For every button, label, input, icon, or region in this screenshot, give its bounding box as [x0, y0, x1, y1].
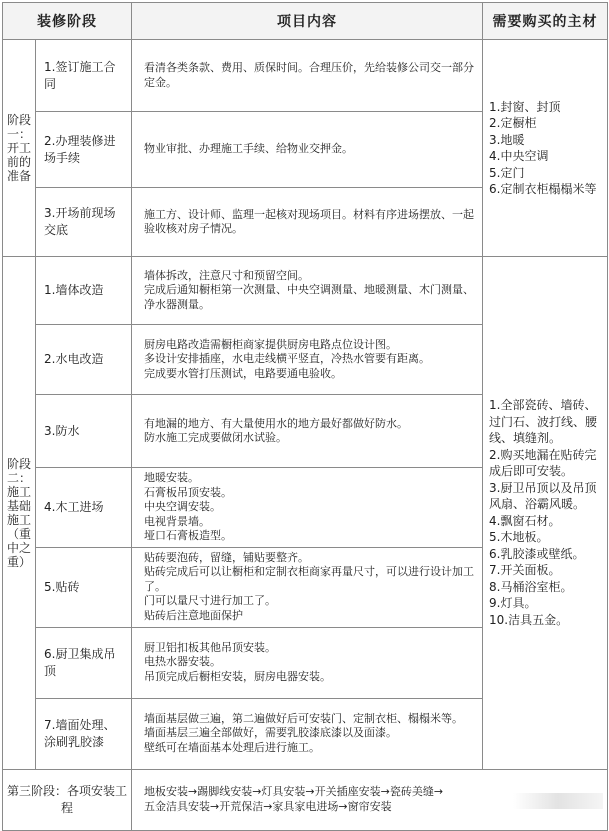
step-name: 2.办理装修进场手续 — [36, 112, 132, 188]
step-name: 3.防水 — [36, 395, 132, 468]
material-item: 6.定制衣柜榻榻米等 — [489, 182, 597, 196]
step-content: 厨卫铝扣板其他吊顶安装。 电热水器安装。 吊顶完成后橱柜安装，厨房电器安装。 — [132, 627, 483, 698]
step-content: 地暖安装。 石膏板吊顶安装。 中央空调安装。 电视背景墙。 垭口石膏板造型。 — [132, 468, 483, 548]
header-content: 项目内容 — [132, 3, 483, 40]
material-item: 7.开关面板。 — [489, 563, 561, 578]
material-item: 4.飘窗石材。 — [489, 513, 561, 528]
step-content: 厨房电路改造需橱柜商家提供厨房电路点位设计图。 多设计安排插座，水电走线横平竖直，冷热水管要有距离。 完成要水管打压测试，电路要通电验收。 — [132, 325, 483, 395]
step-name: 2.水电改造 — [36, 325, 132, 395]
step-content: 贴砖要泡砖，留缝，铺贴要整齐。 贴砖完成后可以让橱柜和定制衣柜商家再量尺寸，可以进行设计加工了。 门可以量尺寸进行加工了。 贴砖后注意地面保护 — [132, 547, 483, 627]
phase3-content: 地板安装→踢脚线安装→灯具安装→开关插座安装→瓷砖美缝→ 五金洁具安装→开荒保洁→家具家电进场→窗帘安装 — [132, 769, 608, 830]
material-item: 8.马桶浴室柜。 — [489, 579, 573, 594]
step-content: 墙体拆改，注意尺寸和预留空间。 完成后通知橱柜第一次测量、中央空调测量、地暖测量、木门测量、净水器测量。 — [132, 257, 483, 325]
header-row — [3, 3, 608, 40]
phase2-materials — [483, 257, 608, 770]
material-item: 6.乳胶漆或壁纸。 — [489, 546, 585, 561]
material-item: 1.封窗、封顶 — [489, 99, 561, 114]
phase1-label: 阶段一：开工前的准备 — [3, 40, 36, 257]
material-item: 1.全部瓷砖、墙砖、过门石、波打线、腰线、填缝剂。 — [489, 398, 598, 446]
step-content: 施工方、设计师、监理一起核对现场项目。材料有序进场摆放、一起验收核对房子情况。 — [132, 188, 483, 257]
material-item: 5.木地板。 — [489, 530, 549, 545]
renovation-schedule-table — [2, 2, 608, 831]
step-content: 有地漏的地方、有大量使用水的地方最好都做好防水。 防水施工完成要做闭水试验。 — [132, 395, 483, 468]
material-item: 2.购买地漏在贴砖完成后即可安装。 — [489, 447, 597, 479]
material-item: 3.厨卫吊顶以及吊顶风扇、浴霸风暖。 — [489, 480, 597, 512]
phase2-label: 阶段二：施工 基础施工（重中之重） — [3, 257, 36, 770]
step-name: 4.木工进场 — [36, 468, 132, 548]
material-item: 2.定橱柜 — [489, 116, 537, 130]
step-name: 3.开场前现场交底 — [36, 188, 132, 257]
step-name: 1.签订施工合同 — [36, 40, 132, 112]
header-phase: 装修阶段 — [3, 3, 132, 40]
step-name: 7.墙面处理、涂刷乳胶漆 — [36, 698, 132, 769]
material-item: 4.中央空调 — [489, 149, 549, 163]
phase1-materials — [483, 40, 608, 257]
material-item: 9.灯具。 — [489, 596, 537, 611]
watermark-blur — [513, 793, 603, 809]
phase3-label: 第三阶段：各项安装工程 — [3, 769, 132, 830]
header-materials: 需要购买的主材 — [483, 3, 608, 40]
material-item: 10.洁具五金。 — [489, 612, 569, 627]
material-item: 3.地暖 — [489, 132, 525, 147]
step-name: 6.厨卫集成吊顶 — [36, 627, 132, 698]
table-row — [3, 40, 608, 112]
step-content: 物业审批、办理施工手续、给物业交押金。 — [132, 112, 483, 188]
step-name: 5.贴砖 — [36, 547, 132, 627]
step-content: 墙面基层做三遍，第二遍做好后可安装门、定制衣柜、榻榻米等。 墙面基层三遍全部做好，需要乳胶漆底漆以及面漆。 壁纸可在墙面基本处理后进行施工。 — [132, 698, 483, 769]
step-content: 看清各类条款、费用、质保时间。合理压价，先给装修公司交一部分定金。 — [132, 40, 483, 112]
material-item: 5.定门 — [489, 165, 525, 180]
table-row — [3, 257, 608, 325]
step-name: 1.墙体改造 — [36, 257, 132, 325]
